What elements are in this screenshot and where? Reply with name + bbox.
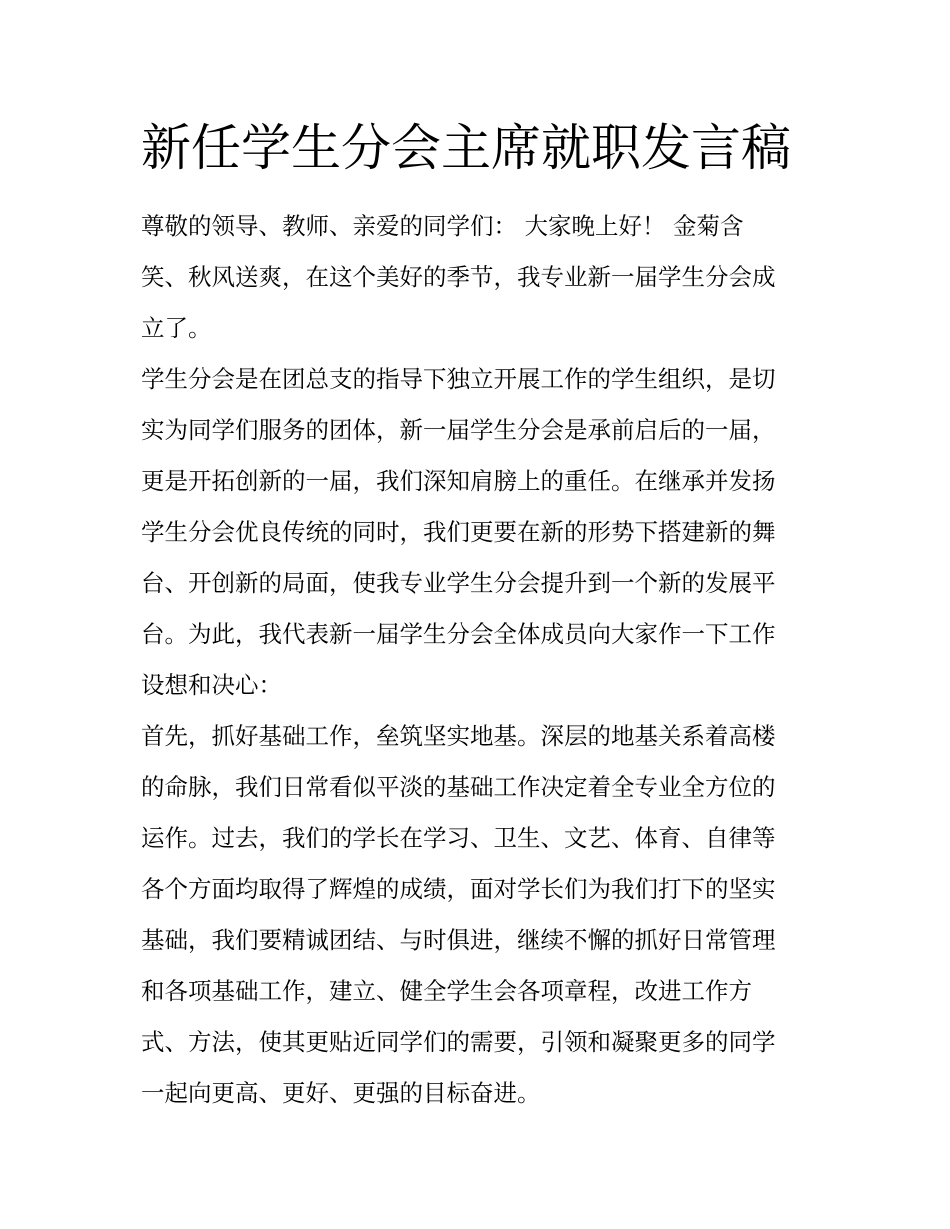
body-line: 式、方法，使其更贴近同学们的需要，引领和凝聚更多的同学	[141, 1028, 776, 1056]
body-line: 尊敬的领导、教师、亲爱的同学们： 大家晚上好！ 金菊含	[141, 212, 744, 240]
body-line: 运作。过去，我们的学长在学习、卫生、文艺、体育、自律等	[141, 824, 776, 852]
body-line: 更是开拓创新的一届，我们深知肩膀上的重任。在继承并发扬	[141, 467, 776, 495]
body-line: 笑、秋风送爽，在这个美好的季节，我专业新一届学生分会成	[141, 263, 776, 291]
body-line: 和各项基础工作，建立、健全学生会各项章程，改进工作方	[141, 977, 752, 1005]
body-line: 首先，抓好基础工作，垒筑坚实地基。深层的地基关系着高楼	[141, 722, 776, 750]
document-body	[141, 201, 813, 1119]
body-line: 台。为此，我代表新一届学生分会全体成员向大家作一下工作	[141, 620, 776, 648]
body-line: 台、开创新的局面，使我专业学生分会提升到一个新的发展平	[141, 569, 776, 597]
body-line: 基础，我们要精诚团结、与时俱进，继续不懈的抓好日常管理	[141, 926, 776, 954]
body-line: 实为同学们服务的团体，新一届学生分会是承前启后的一届，	[141, 416, 776, 444]
body-line: 立了。	[141, 314, 212, 342]
body-line: 学生分会优良传统的同时，我们更要在新的形势下搭建新的舞	[141, 518, 776, 546]
body-line: 设想和决心：	[141, 671, 282, 699]
document-title: 新任学生分会主席就职发言稿	[141, 119, 791, 177]
body-line: 学生分会是在团总支的指导下独立开展工作的学生组织，是切	[141, 365, 776, 393]
body-line: 一起向更高、更好、更强的目标奋进。	[141, 1079, 541, 1107]
body-line: 的命脉，我们日常看似平淡的基础工作决定着全专业全方位的	[141, 773, 776, 801]
body-line: 各个方面均取得了辉煌的成绩，面对学长们为我们打下的坚实	[141, 875, 776, 903]
